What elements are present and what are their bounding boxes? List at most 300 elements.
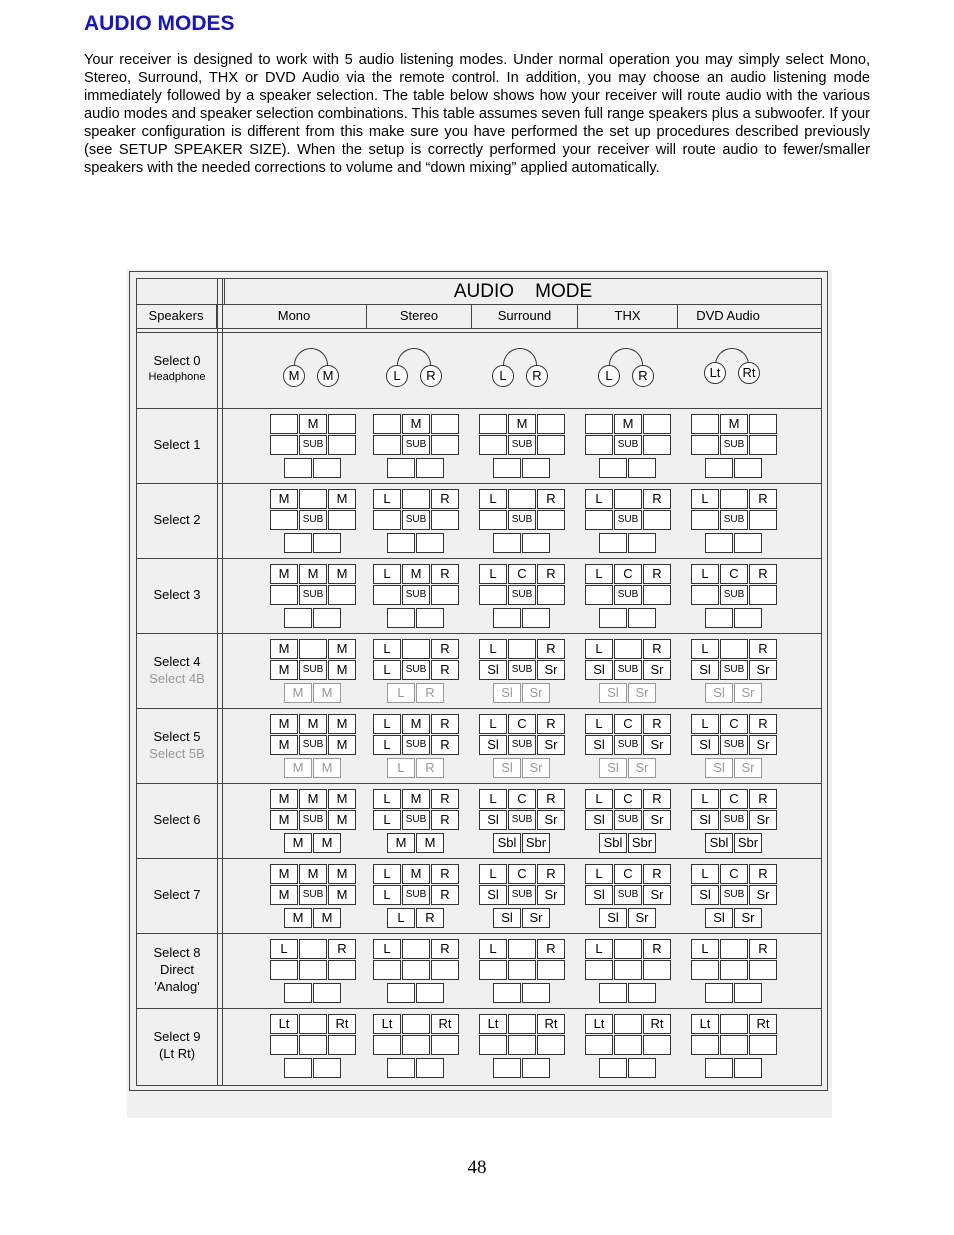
side-speaker: Sl [585,810,613,830]
front-speaker: C [614,789,642,809]
rear-speaker [705,533,733,553]
front-speaker: R [749,864,777,884]
side-speaker: Sr [537,735,565,755]
rear-speaker: Sbr [734,833,762,853]
rear-speaker [416,533,444,553]
side-speaker: M [328,810,356,830]
rear-speaker [284,458,312,478]
front-speaker: Lt [691,1014,719,1034]
right-ear-icon: M [317,365,339,387]
speaker-grid [270,639,356,707]
front-speaker [643,414,671,434]
side-speaker: Sr [749,660,777,680]
side-speaker: Sr [537,885,565,905]
rear-speaker [522,533,550,553]
rear-speaker [734,608,762,628]
front-speaker: R [749,789,777,809]
front-speaker: Lt [585,1014,613,1034]
mode-header-dvd-audio: DVD Audio [696,308,760,323]
side-speaker [373,1035,401,1055]
front-speaker [614,489,642,509]
front-speaker: L [585,714,613,734]
rear-speaker [599,533,627,553]
front-speaker: M [299,564,327,584]
side-speaker: M [328,885,356,905]
front-speaker: L [585,864,613,884]
front-speaker: M [299,789,327,809]
side-speaker [270,1035,298,1055]
front-speaker [508,639,536,659]
rear-speaker: M [284,683,312,703]
front-speaker [720,939,748,959]
front-speaker [508,939,536,959]
rear-speaker: Sr [522,683,550,703]
side-speaker [749,435,777,455]
subwoofer [508,1035,536,1055]
front-speaker: Rt [328,1014,356,1034]
subwoofer: SUB [614,885,642,905]
side-speaker [585,1035,613,1055]
front-speaker: R [537,639,565,659]
side-speaker [643,435,671,455]
subwoofer: SUB [402,510,430,530]
speaker-grid [585,1014,671,1082]
headphone-icon [386,348,446,388]
speaker-grid [373,414,459,482]
speaker-grid [479,864,565,932]
front-speaker: R [431,714,459,734]
rear-speaker: M [416,833,444,853]
speaker-grid [691,489,777,557]
side-speaker [431,435,459,455]
front-speaker [270,414,298,434]
front-speaker: M [328,489,356,509]
side-speaker [537,1035,565,1055]
subwoofer [299,1035,327,1055]
rear-speaker: Sl [599,683,627,703]
rear-speaker: Sl [705,758,733,778]
speaker-grid [373,789,459,857]
speaker-grid [373,564,459,632]
side-speaker [537,960,565,980]
front-speaker [720,489,748,509]
headphone-icon [283,348,343,388]
front-speaker: R [643,864,671,884]
headphone-icon [492,348,552,388]
rear-speaker: R [416,683,444,703]
page-title: AUDIO MODES [84,12,235,35]
row-label [137,653,217,687]
front-speaker [431,414,459,434]
speaker-grid [373,714,459,782]
side-speaker: Sr [749,735,777,755]
subwoofer: SUB [508,735,536,755]
subwoofer: SUB [720,735,748,755]
left-ear-icon: L [598,365,620,387]
front-speaker: R [431,639,459,659]
side-speaker [270,585,298,605]
speaker-grid [691,1014,777,1082]
front-speaker: R [537,939,565,959]
rear-speaker [493,533,521,553]
front-speaker: Rt [431,1014,459,1034]
front-speaker: M [328,714,356,734]
front-speaker [373,414,401,434]
rear-speaker [628,533,656,553]
front-speaker: M [328,639,356,659]
row-label-line: Select 8 [153,945,201,960]
left-ear-icon: M [283,365,305,387]
front-speaker: L [691,714,719,734]
speaker-grid [479,789,565,857]
rear-speaker [493,608,521,628]
side-speaker: M [328,735,356,755]
front-speaker: Rt [537,1014,565,1034]
side-speaker [479,510,507,530]
table-rule [136,328,822,329]
row-label [137,511,217,528]
rear-speaker: R [416,758,444,778]
rear-speaker [734,983,762,1003]
subwoofer [508,960,536,980]
side-speaker [537,510,565,530]
front-speaker: R [431,489,459,509]
front-speaker: M [402,414,430,434]
speaker-grid [270,564,356,632]
row-divider [136,933,822,934]
front-speaker: C [614,564,642,584]
front-speaker: Lt [479,1014,507,1034]
row-label-line: Select 5 [153,729,201,744]
speaker-grid [373,489,459,557]
rear-speaker: Sr [734,908,762,928]
row-label-line: Headphone [148,371,206,383]
rear-speaker [313,1058,341,1078]
side-speaker: Sr [749,810,777,830]
speaker-grid [691,789,777,857]
rear-speaker [313,533,341,553]
left-ear-icon: L [386,365,408,387]
front-speaker: L [585,489,613,509]
side-speaker: L [373,885,401,905]
side-speaker [691,1035,719,1055]
front-speaker: M [299,714,327,734]
side-speaker: Sl [585,885,613,905]
rear-speaker: Sr [628,683,656,703]
side-speaker: R [431,885,459,905]
side-speaker [537,435,565,455]
row-label [137,728,217,762]
row-label-line: Select 4 [153,654,201,669]
front-speaker: L [585,939,613,959]
rear-speaker: Sbr [628,833,656,853]
side-speaker [585,510,613,530]
front-speaker: R [749,714,777,734]
audio-mode-title: AUDIO MODE [453,281,593,302]
speaker-grid [479,489,565,557]
side-speaker [328,585,356,605]
rear-speaker [734,533,762,553]
front-speaker [328,414,356,434]
side-speaker [643,960,671,980]
rear-speaker: M [284,758,312,778]
front-speaker: L [479,489,507,509]
rear-speaker: Sbl [599,833,627,853]
front-speaker: L [691,489,719,509]
side-speaker [479,435,507,455]
rear-speaker [522,458,550,478]
front-speaker [614,639,642,659]
side-speaker [270,435,298,455]
front-speaker: C [508,864,536,884]
row-divider [136,708,822,709]
row-divider [136,633,822,634]
table-rule [222,278,223,1086]
front-speaker: R [643,789,671,809]
subwoofer: SUB [402,585,430,605]
rear-speaker: Sr [522,908,550,928]
rear-speaker [705,983,733,1003]
mode-header-stereo: Stereo [367,304,472,328]
front-speaker: C [508,564,536,584]
rear-speaker [628,983,656,1003]
rear-speaker [705,608,733,628]
front-speaker: M [270,864,298,884]
front-speaker: L [373,864,401,884]
row-label-line: Select 6 [153,812,201,827]
front-speaker [720,639,748,659]
front-speaker [614,1014,642,1034]
subwoofer [299,960,327,980]
subwoofer [402,960,430,980]
front-speaker: C [614,864,642,884]
rear-speaker: M [313,683,341,703]
rear-speaker [734,1058,762,1078]
page-number: 48 [467,1157,487,1178]
side-speaker: M [270,735,298,755]
side-speaker [431,960,459,980]
front-speaker: L [479,864,507,884]
speaker-grid [479,564,565,632]
rear-speaker [387,533,415,553]
side-speaker: Sl [691,810,719,830]
speaker-grid [585,639,671,707]
speaker-grid [270,789,356,857]
subwoofer: SUB [614,660,642,680]
subwoofer [720,1035,748,1055]
front-speaker: R [749,639,777,659]
speaker-grid [691,939,777,1007]
front-speaker: L [479,789,507,809]
subwoofer: SUB [508,510,536,530]
rear-speaker [522,983,550,1003]
rear-speaker [493,1058,521,1078]
rear-speaker [284,608,312,628]
rear-speaker: M [284,833,312,853]
rear-speaker [628,458,656,478]
row-label [137,586,217,603]
front-speaker [299,939,327,959]
speaker-grid [479,414,565,482]
rear-speaker: Sl [705,683,733,703]
speaker-grid [479,639,565,707]
front-speaker: R [749,939,777,959]
subwoofer [402,1035,430,1055]
front-speaker [691,414,719,434]
row-label [137,944,217,995]
side-speaker [270,510,298,530]
rear-speaker [628,608,656,628]
speaker-grid [691,714,777,782]
subwoofer: SUB [720,660,748,680]
row-label-line: Select 3 [153,587,201,602]
front-speaker: L [585,564,613,584]
table-rule [136,1085,822,1086]
rear-speaker [284,983,312,1003]
right-ear-icon: R [420,365,442,387]
side-speaker: L [373,735,401,755]
front-speaker: R [431,789,459,809]
front-speaker: R [643,714,671,734]
side-speaker [691,435,719,455]
front-speaker: C [508,714,536,734]
subwoofer: SUB [508,810,536,830]
subwoofer: SUB [299,735,327,755]
front-speaker: R [431,564,459,584]
right-ear-icon: R [632,365,654,387]
front-speaker: M [614,414,642,434]
front-speaker: L [691,639,719,659]
row-label-line: (Lt Rt) [158,1046,196,1061]
row-label-line: Direct [160,962,194,977]
side-speaker: Sr [537,660,565,680]
rear-speaker [313,983,341,1003]
rear-speaker [599,608,627,628]
side-speaker [431,1035,459,1055]
rear-speaker: Sr [522,758,550,778]
front-speaker: M [402,714,430,734]
table-rule [136,332,822,333]
speaker-grid [585,864,671,932]
rear-speaker [628,1058,656,1078]
front-speaker: R [537,789,565,809]
rear-speaker [387,1058,415,1078]
side-speaker [691,960,719,980]
front-speaker: L [691,789,719,809]
front-speaker [299,1014,327,1034]
side-speaker [643,1035,671,1055]
rear-speaker: Sbl [493,833,521,853]
subwoofer [614,1035,642,1055]
front-speaker: C [720,714,748,734]
side-speaker [749,585,777,605]
subwoofer: SUB [720,435,748,455]
front-speaker: M [328,564,356,584]
side-speaker: L [373,810,401,830]
subwoofer [720,960,748,980]
speaker-grid [373,939,459,1007]
row-divider [136,1008,822,1009]
row-label-line: 'Analog' [154,979,200,994]
front-speaker [585,414,613,434]
front-speaker: R [537,564,565,584]
rear-speaker: M [313,758,341,778]
front-speaker: M [402,564,430,584]
table-rule [217,278,218,1086]
subwoofer: SUB [402,885,430,905]
side-speaker [373,960,401,980]
rear-speaker: Sr [734,683,762,703]
rear-speaker [599,983,627,1003]
side-speaker [691,510,719,530]
intro-paragraph: Your receiver is designed to work with 5 audio listening modes. Under normal operation you may simply select Mono, Stereo, Surround, THX or DVD Audio via the remote control. In addition, you may choose an audio listening mode immediately followed by a speaker selection. The table below shows how your receiver will route audio with the various audio modes and speaker selection combinations. This table assumes seven full range speakers plus a subwoofer. If your speaker configuration is different from this make sure you have performed the set up procedures described previously (see SETUP SPEAKER SIZE). When the setup is correctly performed your receiver will route audio to fewer/smaller speakers with the needed corrections to volume and “down mixing” applied automatically. [84,52,870,176]
headphone-icon [704,348,764,388]
subwoofer: SUB [614,735,642,755]
mode-header-mono: Mono [222,304,367,328]
front-speaker [720,1014,748,1034]
side-speaker: R [431,735,459,755]
side-speaker [749,510,777,530]
headphone-icon [598,348,658,388]
front-speaker [537,414,565,434]
table-rule [821,278,822,1086]
speaker-grid [585,414,671,482]
front-speaker [402,1014,430,1034]
side-speaker: Sl [691,885,719,905]
front-speaker [508,489,536,509]
front-speaker: M [270,489,298,509]
rear-speaker [387,458,415,478]
front-speaker: C [508,789,536,809]
front-speaker: R [328,939,356,959]
front-speaker: M [270,639,298,659]
front-speaker: M [402,864,430,884]
side-speaker [691,585,719,605]
front-speaker: C [720,564,748,584]
side-speaker [373,510,401,530]
front-speaker [299,639,327,659]
rear-speaker: Sl [493,908,521,928]
speaker-grid [691,564,777,632]
speaker-grid [373,639,459,707]
side-speaker: Sr [643,810,671,830]
side-speaker: Sl [691,660,719,680]
row-label-line: Select 5B [149,746,205,761]
rear-speaker [416,458,444,478]
front-speaker: R [431,864,459,884]
row-label-line: Select 7 [153,887,201,902]
subwoofer: SUB [299,885,327,905]
front-speaker: Rt [749,1014,777,1034]
side-speaker: Sr [643,660,671,680]
front-speaker [479,414,507,434]
front-speaker: Rt [643,1014,671,1034]
rear-speaker: Sl [599,758,627,778]
row-label [137,1028,217,1062]
front-speaker: L [479,639,507,659]
rear-speaker: Sr [734,758,762,778]
side-speaker [749,1035,777,1055]
row-label-line: Select 4B [149,671,205,686]
subwoofer: SUB [508,660,536,680]
rear-speaker [522,608,550,628]
side-speaker: Sl [585,660,613,680]
row-label [137,886,217,903]
side-speaker [585,585,613,605]
front-speaker: M [328,864,356,884]
subwoofer: SUB [508,885,536,905]
rear-speaker [599,1058,627,1078]
